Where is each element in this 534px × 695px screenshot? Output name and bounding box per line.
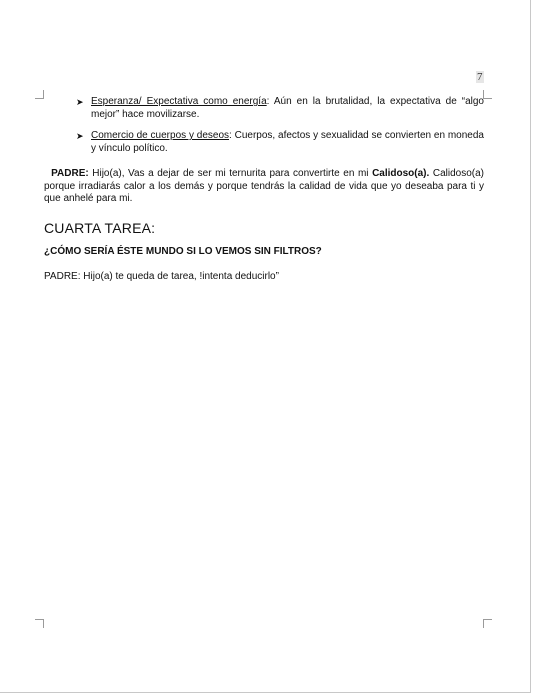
- bullet-item: [44, 96, 484, 121]
- padre-paragraph: [44, 168, 484, 206]
- paragraph-text: Hijo(a), Vas a dejar de ser mi ternurita para convertirte en mi: [88, 168, 373, 179]
- bullet-term: Comercio de cuerpos y deseos: [91, 130, 230, 141]
- speaker-label: PADRE:: [44, 271, 81, 282]
- arrow-bullet-icon: ➤: [76, 97, 84, 107]
- padre-closing-paragraph: [44, 271, 484, 284]
- bullet-text: : Cuerpos, afectos y sexualidad se convierten en moneda y vínculo político.: [91, 130, 484, 154]
- margin-corner-bottom-left: [35, 619, 44, 628]
- bullet-term: Esperanza/ Expectativa como energía: [91, 96, 267, 107]
- section-question: ¿CÓMO SERÍA ÉSTE MUNDO SI LO VEMOS SIN FILTROS?: [44, 245, 322, 257]
- margin-corner-top-left: [35, 90, 44, 99]
- paragraph-text-continued: Calidoso(a) porque irradiarás calor a los demás y porque tendrás la calidad de vida que yo deseaba para ti y que anhelé para mi.: [44, 168, 484, 204]
- emphasis-word: Calidoso(a).: [372, 168, 430, 179]
- paragraph-text: Hijo(a) te queda de tarea, !intenta deducirlo”: [80, 271, 279, 282]
- speaker-label: PADRE:: [51, 168, 89, 179]
- page-number: 7: [477, 71, 483, 83]
- bullet-list: [44, 96, 484, 155]
- section-title: CUARTA TAREA:: [44, 219, 156, 236]
- margin-corner-bottom-right: [483, 619, 492, 628]
- bullet-text: : Aún en la brutalidad, la expectativa de “algo mejor” hace movilizarse.: [91, 96, 484, 120]
- margin-corner-top-right: [483, 90, 492, 99]
- bullet-item: [44, 130, 484, 155]
- arrow-bullet-icon: ➤: [76, 131, 84, 141]
- document-body: [44, 96, 484, 284]
